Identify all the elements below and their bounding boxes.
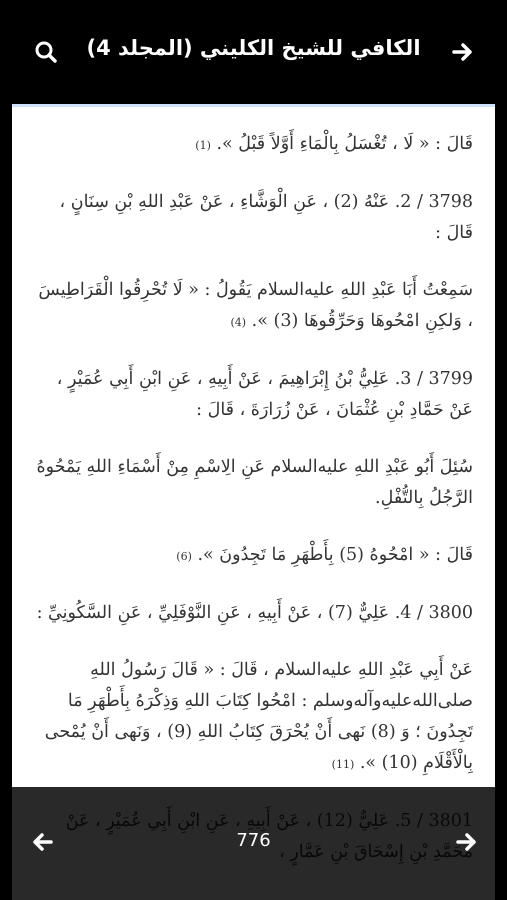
paragraph: سُئِلَ أَبُو عَبْدِ اللهِ عليه‌السلام عَنِ الِاسْمِ مِنْ أَسْمَاءِ اللهِ يَمْحُوهُ الرَّجُلُ بِالتُّفْلِ.	[36, 457, 473, 508]
bottom-nav-bar	[0, 787, 507, 900]
book-page[interactable]	[12, 107, 495, 900]
paragraph: 3800 / 4. عَلِيٌّ (7) ، عَنْ أَبِيهِ ، عَنِ النَّوْفَلِيِّ ، عَنِ السَّكُونِيِّ :	[36, 603, 473, 623]
paragraph: عَنْ أَبِي عَبْدِ اللهِ عليه‌السلام ، قَالَ : « قَالَ رَسُولُ اللهِ صلى‌الله‌عليه‌وآله‌وسلم : امْحُوا كِتَابَ اللهِ وَذِكْرَهُ بِأَطْهَرِ مَا تَجِدُونَ ؛ وَ (8) نَهى أَنْ يُحْرَقَ كِتَابُ اللهِ (9) ، وَنَهى أَنْ يُمْحى بِالْأَقْلَامِ (10) ». (11)	[44, 660, 473, 773]
paragraph: سَمِعْتُ أَبَا عَبْدِ اللهِ عليه‌السلام يَقُولُ : « لَا تُحْرِقُوا الْقَرَاطِيسَ ، وَلكِنِ امْحُوهَا وَحَرِّقُوهَا (3) ». (4)	[38, 280, 473, 331]
paragraph: 3798 / 2. عَنْهُ (2) ، عَنِ الْوَشَّاءِ ، عَنْ عَبْدِ اللهِ بْنِ سِنَانٍ ، قَالَ :	[59, 192, 473, 243]
page-number: 776	[236, 830, 271, 851]
next-page-icon[interactable]	[447, 822, 487, 862]
paragraph: 3799 / 3. عَلِيُّ بْنُ إِبْرَاهِيمَ ، عَنْ أَبِيهِ ، عَنِ ابْنِ أَبِي عُمَيْرٍ ، عَنْ حَمَّادِ بْنِ عُثْمَانَ ، عَنْ زُرَارَةَ ، قَالَ :	[56, 369, 473, 420]
paragraph: قَالَ : « امْحُوهُ (5) بِأَطْهَرِ مَا تَجِدُونَ ». (6)	[176, 545, 473, 565]
page-title: الكافي للشيخ الكليني (المجلد 4)	[86, 36, 421, 60]
top-app-bar	[0, 0, 507, 104]
search-icon[interactable]	[26, 32, 66, 72]
page-content	[34, 129, 473, 894]
forward-arrow-icon[interactable]	[443, 32, 483, 72]
paragraph: قَالَ : « لَا ، تُغْسَلُ بِالْمَاءِ أَوَّلاً قَبْلُ ». (1)	[195, 134, 473, 154]
